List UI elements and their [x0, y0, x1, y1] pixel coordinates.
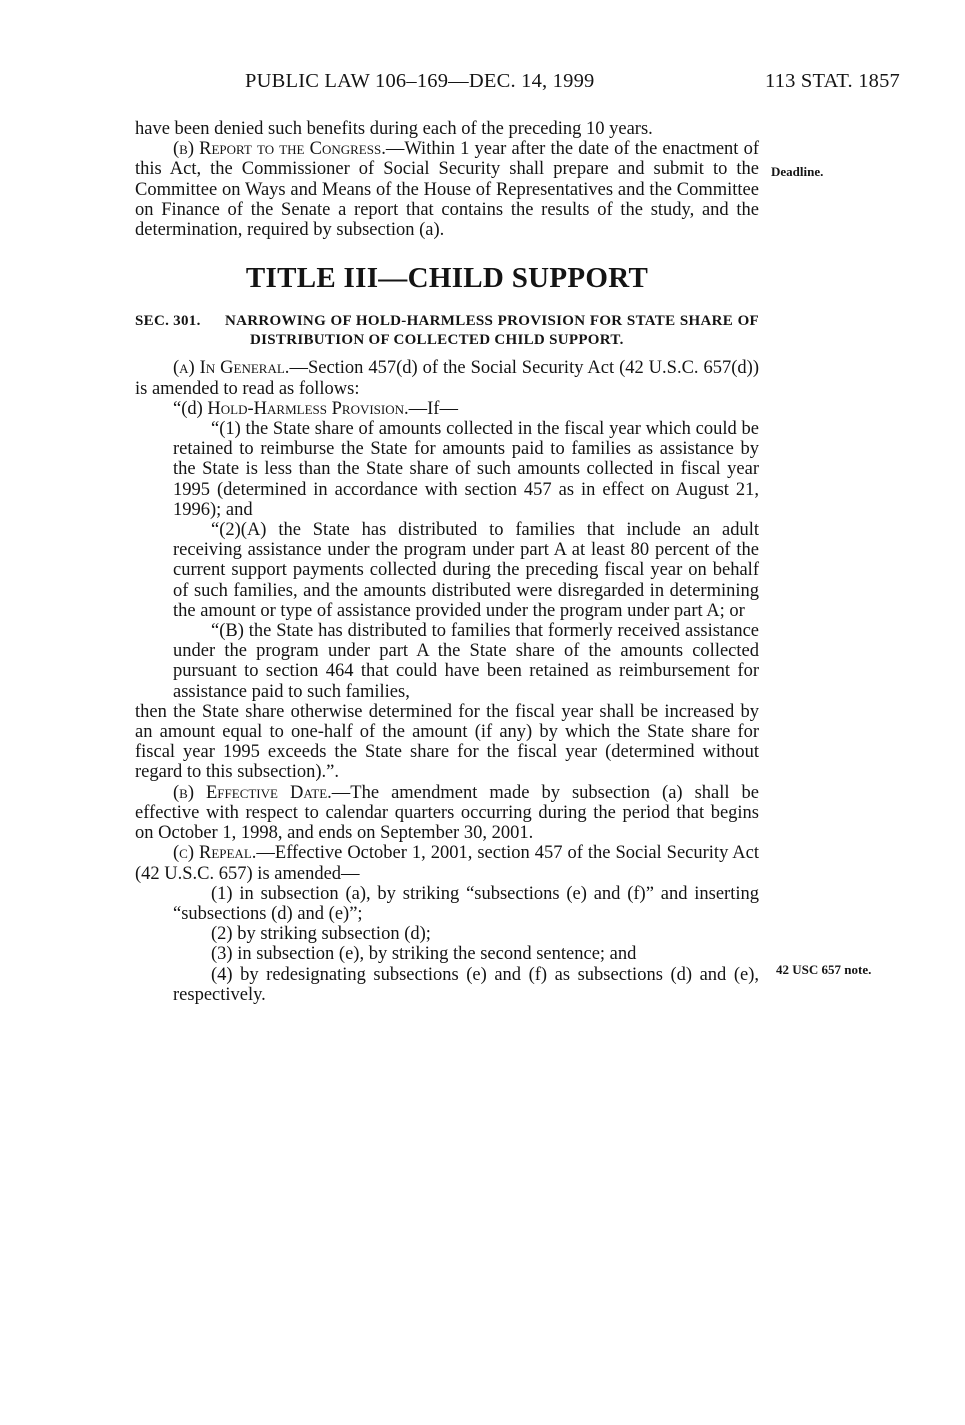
paragraph-d-hold-harmless: [135, 399, 759, 419]
text-report: —Within 1 year after the date of the enactment of this Act, the Commissioner of Social Security shall prepare and submit to the Committee on Ways and Means of the House of Representatives and the Committee on Finance of the Senate a report that contains the results of the study, and the determination, required by subsection (a).: [135, 139, 759, 241]
quote-d-open: “(d): [173, 398, 208, 419]
margin-note-usc: 42 USC 657 note.: [776, 962, 872, 977]
paragraph-then: then the State share otherwise determined for the fiscal year shall be increased by an amount equal to one-half of the amount (if any) by which the State share for fiscal year 1995 exceeds the State share for the fiscal year (determined without regard to this subsection).”.: [135, 701, 759, 783]
header-public-law: PUBLIC LAW 106–169—DEC. 14, 1999: [245, 70, 595, 92]
paragraph-report: [135, 139, 759, 240]
title-heading: TITLE III—CHILD SUPPORT: [245, 262, 649, 295]
paragraph-c3: (3) in subsection (e), by striking the second sentence; and: [211, 944, 637, 965]
heading-repeal: (c) Repeal.: [173, 843, 257, 864]
text-effective-date: —The amendment made by subsection (a) shall be effective with respect to calendar quarters occurring during the period that begins on October 1, 1998, and ends on September 30, 2001.: [135, 782, 759, 844]
heading-in-general: (a) In General.: [173, 358, 290, 379]
paragraph-c1: (1) in subsection (a), by striking “subsections (e) and (f)” and inserting “subsections (d) and (e)”;: [173, 883, 759, 924]
running-header: [135, 70, 900, 100]
header-stat-page: 113 STAT. 1857: [765, 70, 900, 92]
section-heading: [135, 312, 759, 350]
paragraph-continuation: have been denied such benefits during each of the preceding 10 years.: [135, 119, 653, 139]
paragraph-d2a: “(2)(A) the State has distributed to families that include an adult receiving assistance under the program under part A at least 80 percent of the current support payments collected during the preceding fiscal year on behalf of such families, and the amounts distributed were disregarded in determining the amount or type of assistance provided under the program under part A; or: [173, 520, 759, 621]
paragraph-d2b: “(B) the State has distributed to families that formerly received assistance under the program under part A the State share of the amounts collected pursuant to section 464 that could have been retained as reimbursement for assistance paid to such families,: [173, 621, 759, 702]
paragraph-c2: (2) by striking subsection (d);: [211, 924, 431, 945]
body-text: [135, 119, 759, 1005]
margin-note-deadline: Deadline.: [771, 164, 824, 179]
paragraph-d1: “(1) the State share of amounts collected in the fiscal year which could be retained to reimburse the State for amounts paid to families as assistance by the State is less than the State share of such amounts collected in fiscal year 1995 (determined in accordance with section 457 as in effect on August 21, 1996); and: [173, 419, 759, 520]
paragraph-c-repeal: [135, 843, 759, 883]
text-a-general: —Section 457(d) of the Social Security Act (42 U.S.C. 657(d)) is amended to read as follows:: [135, 358, 759, 399]
section-number: SEC. 301.: [135, 313, 201, 330]
section-title: NARROWING OF HOLD-HARMLESS PROVISION FOR STATE SHARE OF DISTRIBUTION OF COLLECTED CHILD SUPPORT.: [225, 313, 759, 349]
paragraph-a-general: [135, 358, 759, 398]
text-repeal: —Effective October 1, 2001, section 457 of the Social Security Act (42 U.S.C. 657) is amended—: [135, 843, 760, 884]
heading-hold-harmless: Hold-Harmless Provision.: [207, 398, 409, 419]
heading-report-to-congress: (b) Report to the Congress.: [173, 139, 386, 160]
text-d-if: —If—: [408, 398, 458, 419]
heading-effective-date: (b) Effective Date.: [173, 782, 332, 803]
paragraph-b-effective-date: [135, 783, 759, 844]
paragraph-c4: (4) by redesignating subsections (e) and (f) as subsections (d) and (e), respectively.: [173, 964, 759, 1005]
